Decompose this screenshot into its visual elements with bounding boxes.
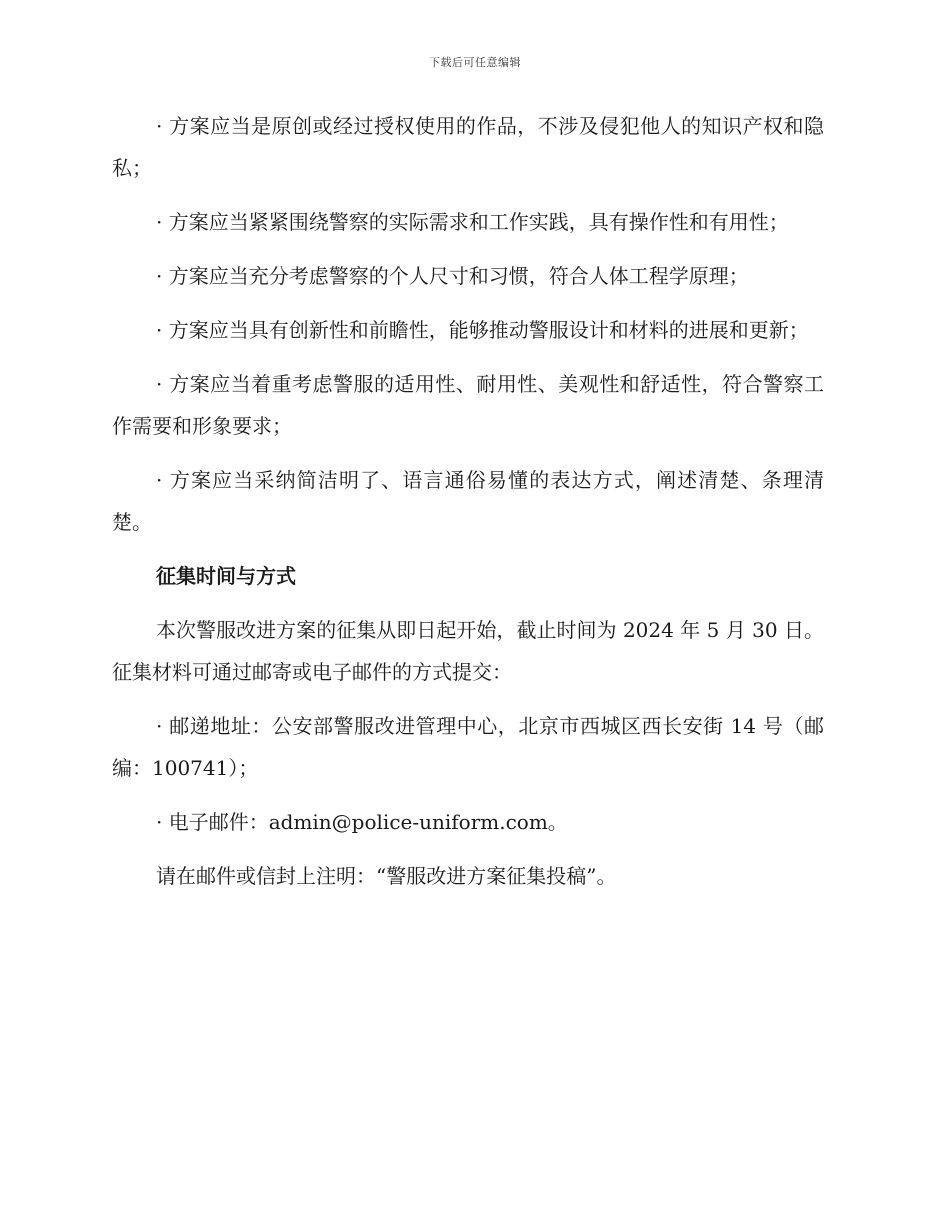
page-header: 下载后可任意编辑: [429, 56, 521, 69]
section-heading: 征集时间与方式: [156, 564, 296, 588]
mail-address-item: · 邮递地址：公安部警服改进管理中心，北京市西城区西长安街 14 号（邮编：100741）；: [112, 714, 824, 780]
section-intro: 本次警服改进方案的征集从即日起开始，截止时间为 2024 年 5 月 30 日。征集材料可通过邮寄或电子邮件的方式提交：: [112, 618, 824, 684]
email-item: · 电子邮件：admin@police-uniform.com。: [156, 810, 568, 834]
requirement-item: · 方案应当紧紧围绕警察的实际需求和工作实践，具有操作性和有用性；: [156, 210, 789, 234]
requirement-item: · 方案应当采纳简洁明了、语言通俗易懂的表达方式，阐述清楚、条理清楚。: [112, 468, 824, 534]
requirement-item: · 方案应当具有创新性和前瞻性，能够推动警服设计和材料的进展和更新；: [156, 318, 809, 342]
requirement-item: · 方案应当充分考虑警察的个人尺寸和习惯，符合人体工程学原理；: [156, 264, 749, 288]
submission-note: 请在邮件或信封上注明：“警服改进方案征集投稿”。: [156, 864, 617, 888]
document-body: [112, 105, 824, 909]
requirement-item: · 方案应当着重考虑警服的适用性、耐用性、美观性和舒适性，符合警察工作需要和形象要求；: [112, 372, 824, 438]
requirement-item: · 方案应当是原创或经过授权使用的作品，不涉及侵犯他人的知识产权和隐私；: [112, 114, 824, 180]
